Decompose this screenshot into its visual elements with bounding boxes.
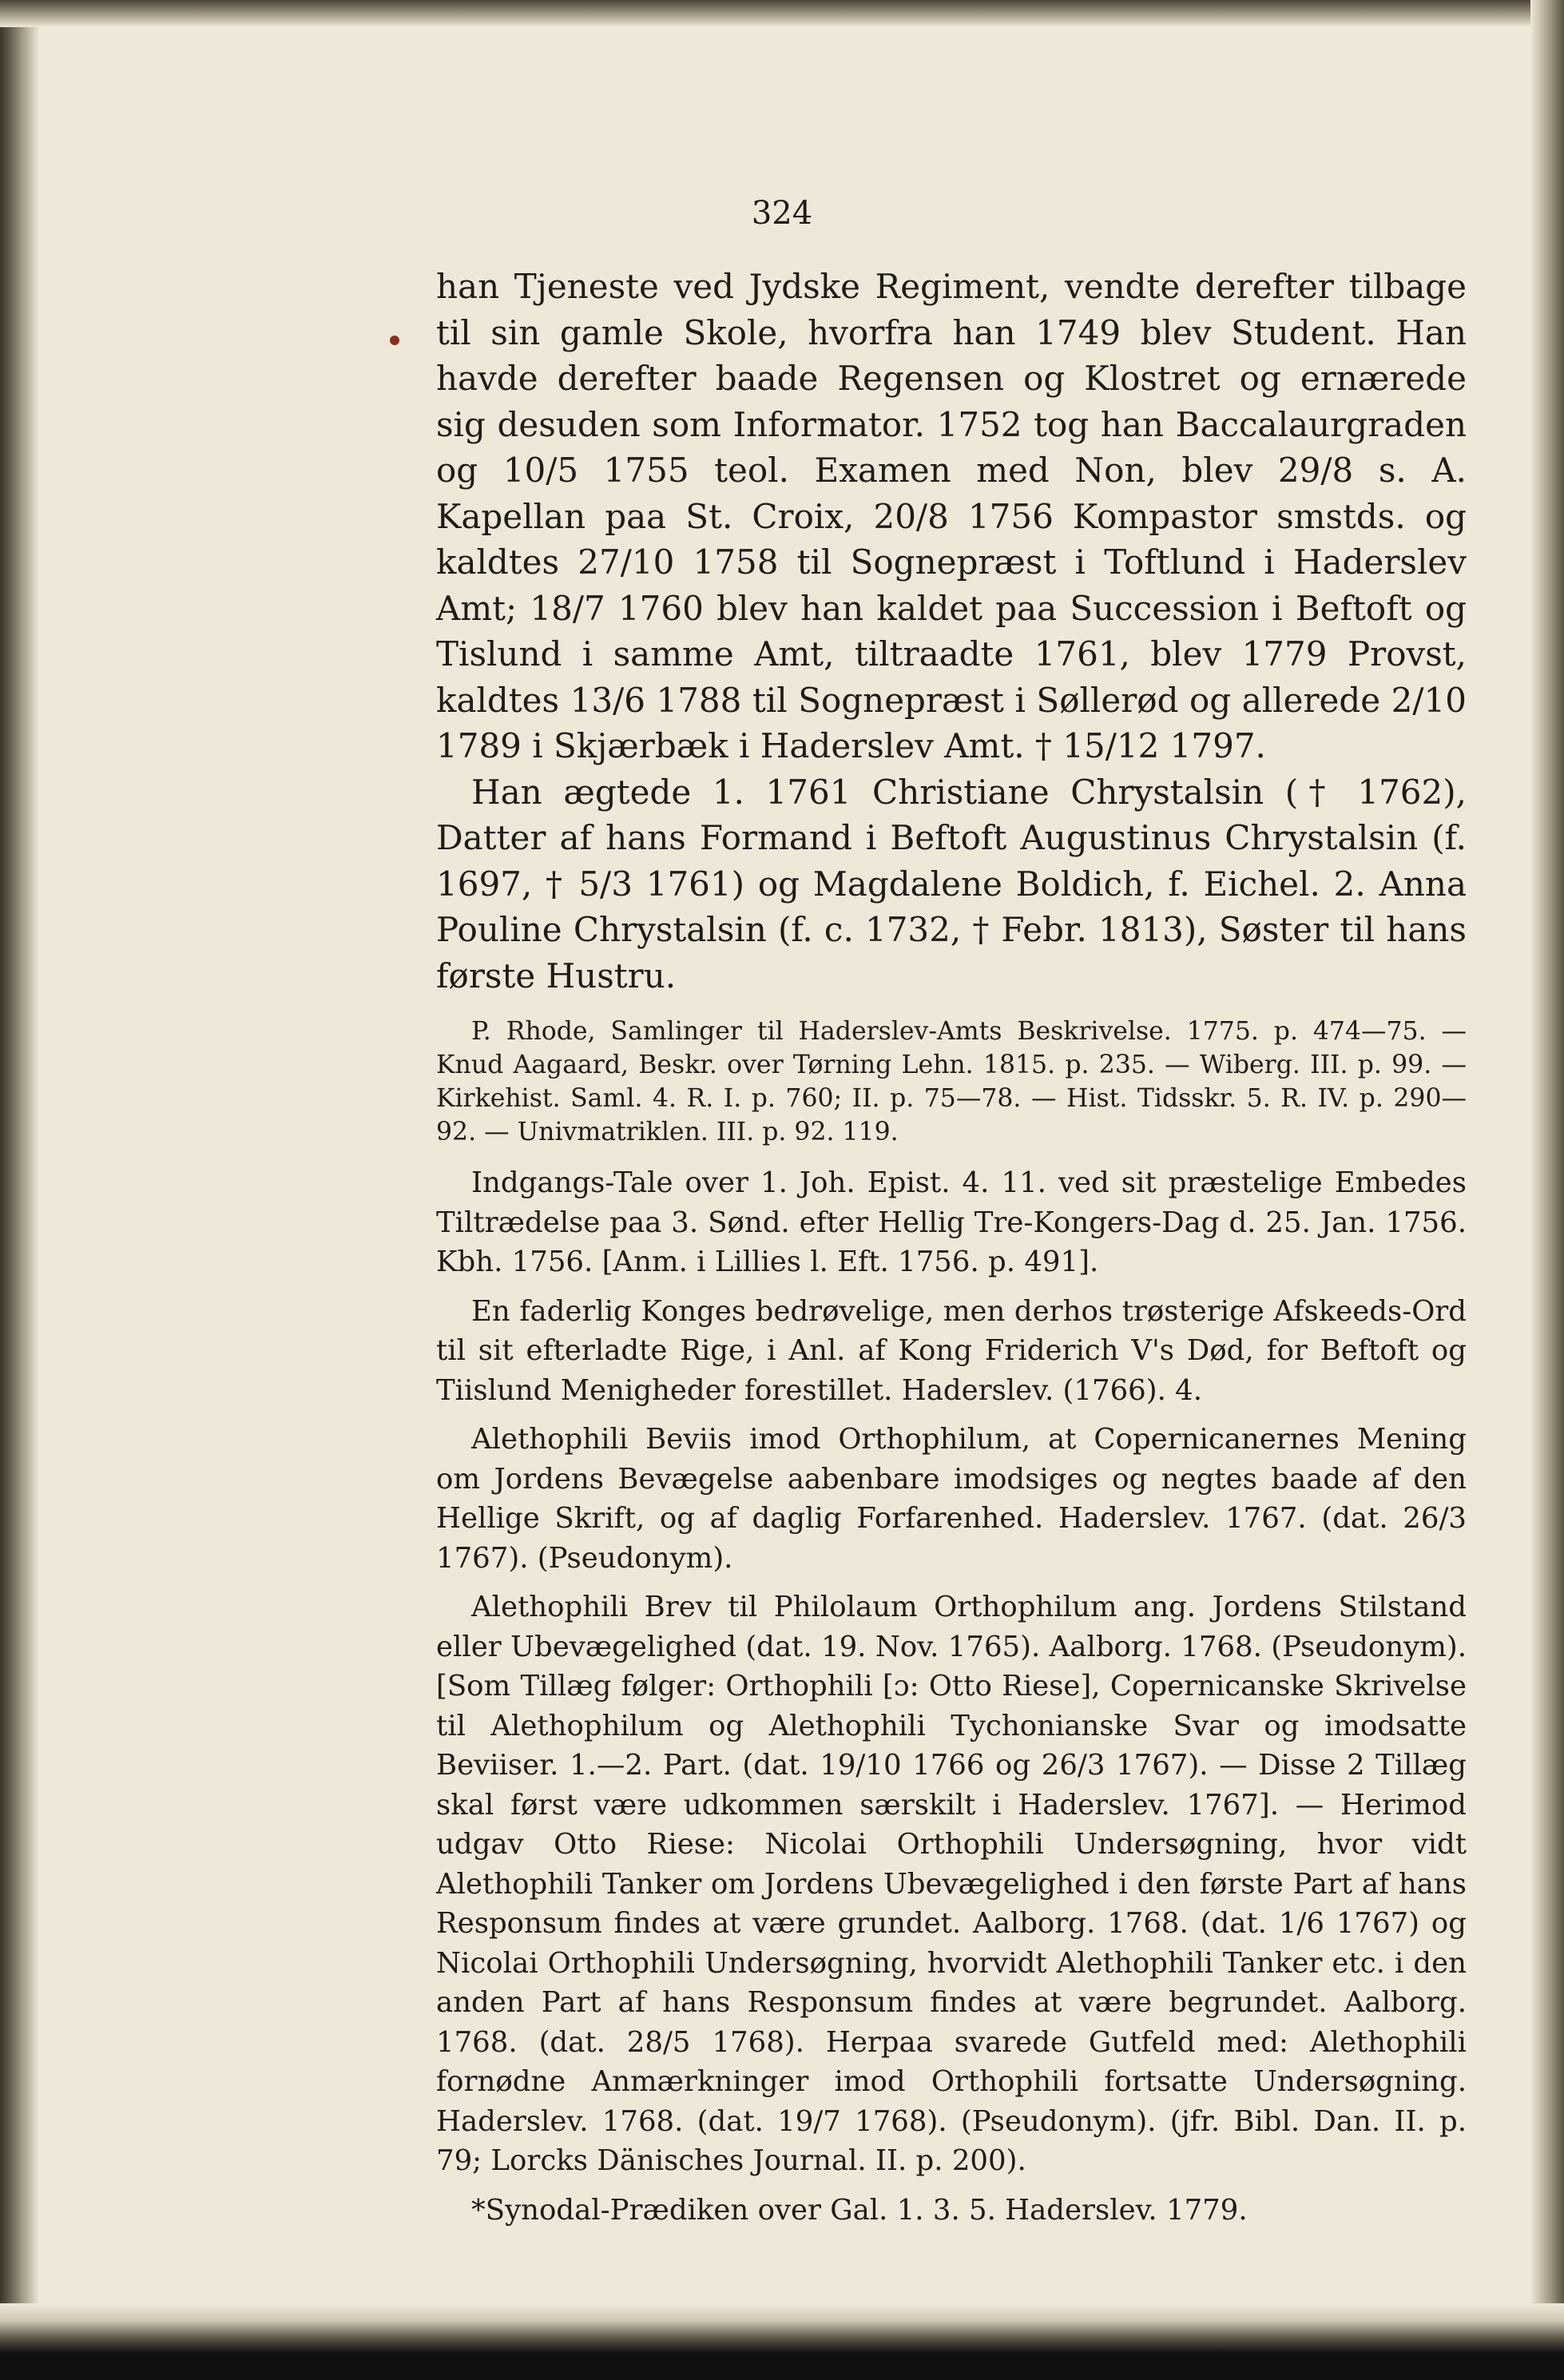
page-top-edge [0,0,1564,27]
page-right-edge [1530,0,1564,2380]
work-entry: En faderlig Konges bedrøvelige, men derhos trøsterige Afskeeds-Ord til sit efterladte Rige, i Anl. af Kong Friderich V's Død, for Beftoft og Tiislund Menigheder forestillet. Haderslev. (1766). 4. [436,1294,1467,1407]
works-section [436,1163,1467,2230]
margin-mark [390,336,399,345]
work-entry: *Synodal-Prædiken over Gal. 1. 3. 5. Haderslev. 1779. [471,2193,1248,2227]
work-entry: Alethophili Brev til Philolaum Orthophilum ang. Jordens Stilstand eller Ubevægelighed (dat. 19. Nov. 1765). Aalborg. 1768. (Pseudonym). [Som Tillæg følger: Orthophili [ɔ: Otto Riese], Copernicanske Skrivelse til Alethophilum og Alethophili Tychonianske Svar og imodsatte Beviiser. 1.—2. Part. (dat. 19/10 1766 og 26/3 1767). — Disse 2 Tillæg skal først være udkommen særskilt i Haderslev. 1767]. — Herimod udgav Otto Riese: Nicolai Orthophili Undersøgning, hvor vidt Alethophili Tanker om Jordens Ubevægelighed i den første Part af hans Responsum findes at være grundet. Aalborg. 1768. (dat. 1/6 1767) og Nicolai Orthophili Undersøgning, hvorvidt Alethophili Tanker etc. i den anden Part af hans Responsum findes at være begrundet. Aalborg. 1768. (dat. 28/5 1768). Herpaa svarede Gutfeld med: Alethophili fornødne Anmærkninger imod Orthophili fortsatte Undersøgning. Haderslev. 1768. (dat. 19/7 1768). (Pseudonym). (jfr. Bibl. Dan. II. p. 79; Lorcks Dänisches Journal. II. p. 200). [436,1591,1467,2177]
work-entry: Indgangs-Tale over 1. Joh. Epist. 4. 11. ved sit præstelige Embedes Tiltrædelse paa 3. Sønd. efter Hellig Tre-Kongers-Dag d. 25. Jan. 1756. Kbh. 1756. [Anm. i Lillies l. Eft. 1756. p. 491]. [436,1166,1467,1278]
work-entry: Alethophili Beviis imod Orthophilum, at Copernicanernes Mening om Jordens Bevægelse aabenbare imodsiges og negtes baade af den Hellige Skrift, og af daglig Forfarenhed. Haderslev. 1767. (dat. 26/3 1767). (Pseudonym). [436,1423,1467,1575]
page-left-edge [0,0,38,2380]
page-number: 324 [751,195,813,232]
biography-paragraph: han Tjeneste ved Jydske Regiment, vendte derefter tilbage til sin gamle Skole, hvorfra han 1749 blev Student. Han havde derefter baade Regensen og Klostret og ernærede sig desuden som Informator. 1752 tog han Baccalaurgraden og 10/5 1755 teol. Examen med Non, blev 29/8 s. A. Kapellan paa St. Croix, 20/8 1756 Kompastor smstds. og kaldtes 27/10 1758 til Sognepræst i Toftlund i Haderslev Amt; 18/7 1760 blev han kaldet paa Succession i Beftoft og Tislund i samme Amt, tiltraadte 1761, blev 1779 Provst, kaldtes 13/6 1788 til Sognepræst i Søllerød og allerede 2/10 1789 i Skjærbæk i Haderslev Amt. † 15/12 1797. [436,267,1467,765]
references-section [436,1015,1467,1149]
biography-section [436,264,1467,999]
page-bottom-edge [0,2303,1564,2380]
page-content [436,264,1467,2239]
references-paragraph: P. Rhode, Samlinger til Haderslev-Amts Beskrivelse. 1775. p. 474—75. — Knud Aagaard, Beskr. over Tørning Lehn. 1815. p. 235. — Wiberg. III. p. 99. — Kirkehist. Saml. 4. R. I. p. 760; II. p. 75—78. — Hist. Tidsskr. 5. R. IV. p. 290—92. — Univmatriklen. III. p. 92. 119. [436,1017,1467,1146]
marriage-paragraph: Han ægtede 1. 1761 Christiane Chrystalsin († 1762), Datter af hans Formand i Beftoft Augustinus Chrystalsin (f. 1697, † 5/3 1761) og Magdalene Boldich, f. Eichel. 2. Anna Pouline Chrystalsin (f. c. 1732, † Febr. 1813), Søster til hans første Hustru. [436,772,1467,995]
